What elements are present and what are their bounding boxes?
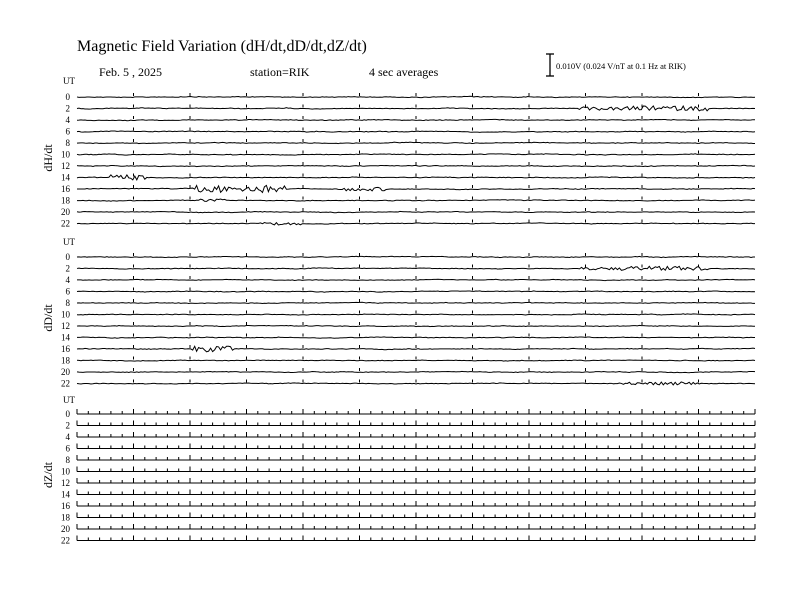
trace-line	[77, 142, 755, 144]
hour-label: 12	[61, 161, 70, 171]
hour-label: 4	[65, 275, 70, 285]
trace-line	[77, 325, 755, 326]
hour-label: 12	[61, 478, 70, 488]
trace-line	[77, 314, 755, 315]
hour-label: 16	[61, 184, 70, 194]
hour-label: 8	[65, 455, 70, 465]
hour-label: 12	[61, 321, 70, 331]
trace-line	[77, 211, 755, 212]
station-label: station=RIK	[250, 65, 310, 79]
trace-line	[77, 131, 755, 132]
hour-label: 2	[65, 103, 70, 114]
hour-label: 14	[61, 332, 70, 343]
hour-label: 6	[65, 126, 70, 137]
hour-label: 16	[61, 344, 70, 354]
trace-line	[77, 302, 755, 303]
hour-label: 10	[61, 149, 70, 160]
panel-dH-dt	[41, 76, 755, 229]
ut-axis-label: UT	[63, 237, 75, 247]
hour-label: 2	[65, 420, 70, 431]
trace-line	[77, 291, 755, 292]
panel-dZ-dt	[41, 395, 755, 546]
y-axis-label: dZ/dt	[41, 462, 55, 488]
hour-label: 4	[65, 432, 70, 442]
hour-label: 10	[61, 466, 70, 477]
hour-label: 6	[65, 443, 70, 454]
hour-label: 8	[65, 298, 70, 308]
date-label: Feb. 5 , 2025	[99, 65, 162, 79]
trace-line	[77, 119, 755, 120]
hour-label: 16	[61, 501, 70, 511]
hour-label: 20	[61, 207, 70, 217]
hour-label: 18	[61, 355, 70, 366]
ut-axis-label: UT	[63, 76, 75, 86]
hour-label: 14	[61, 489, 70, 500]
hour-label: 20	[61, 524, 70, 534]
hour-label: 0	[65, 409, 70, 419]
trace-line	[77, 223, 755, 225]
hour-label: 22	[61, 218, 70, 229]
trace-line	[77, 154, 755, 155]
ut-axis-label: UT	[63, 395, 75, 405]
averaging-label: 4 sec averages	[369, 65, 439, 79]
trace-line	[77, 256, 755, 257]
hour-label: 4	[65, 115, 70, 125]
y-axis-label: dD/dt	[41, 304, 55, 332]
hour-label: 2	[65, 263, 70, 274]
hour-label: 18	[61, 512, 70, 523]
chart-title: Magnetic Field Variation (dH/dt,dD/dt,dZ/dt)	[77, 38, 367, 55]
hour-label: 18	[61, 195, 70, 206]
scale-bar	[546, 54, 554, 76]
hour-label: 10	[61, 309, 70, 320]
trace-line	[77, 165, 755, 166]
trace-line	[77, 360, 755, 361]
hour-label: 22	[61, 535, 70, 546]
hour-label: 8	[65, 138, 70, 148]
hour-label: 0	[65, 92, 70, 102]
trace-line	[77, 337, 755, 338]
hour-label: 20	[61, 367, 70, 377]
scale-bar-label: 0.010V (0.024 V/nT at 0.1 Hz at RIK)	[556, 61, 686, 71]
hour-label: 0	[65, 252, 70, 262]
hour-label: 14	[61, 172, 70, 183]
hour-label: 22	[61, 378, 70, 389]
trace-line	[77, 96, 755, 97]
y-axis-label: dH/dt	[41, 144, 55, 172]
panel-dD-dt	[41, 237, 755, 389]
trace-line	[77, 279, 755, 280]
hour-label: 6	[65, 286, 70, 297]
trace-line	[77, 371, 755, 372]
